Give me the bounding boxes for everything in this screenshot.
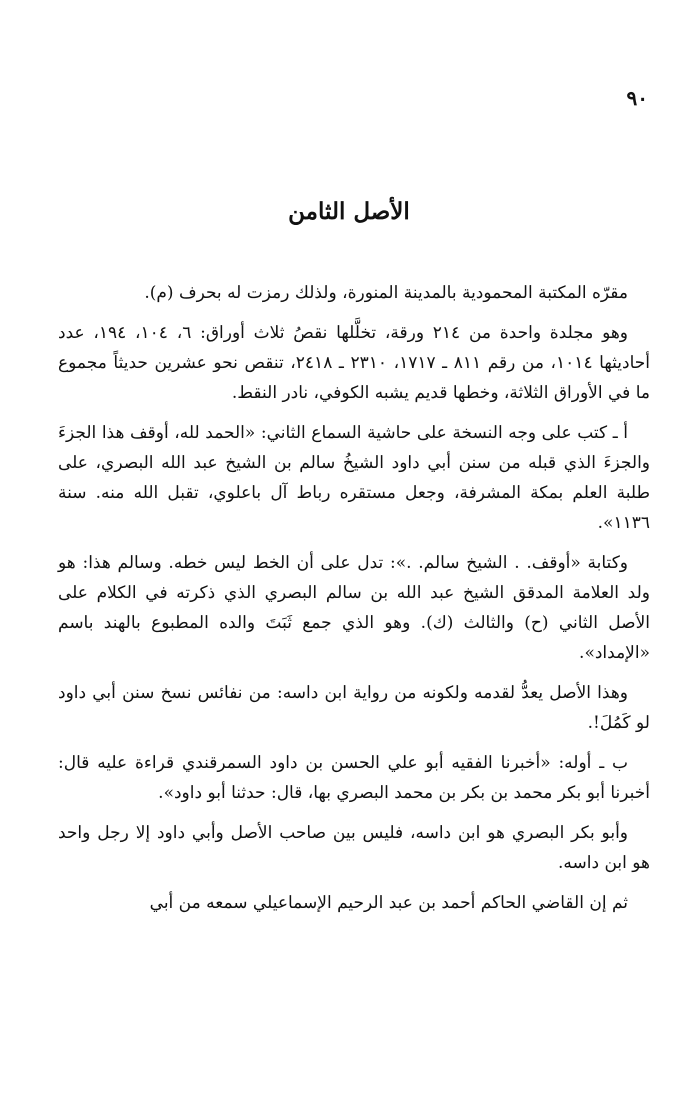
paragraph: ب ـ أوله: «أخبرنا الفقيه أبو علي الحسن بن داود السمرقندي قراءة عليه قال: أخبرنا أبو بكر محمد بن بكر بن محمد البصري بها، قال: حدثنا أبو داود».: [58, 753, 650, 803]
paragraph: ثم إن القاضي الحاكم أحمد بن عبد الرحيم الإسماعيلي سمعه من أبي: [149, 893, 628, 913]
page-number: ٩٠: [626, 86, 648, 110]
section-heading: الأصل الثامن: [288, 198, 410, 225]
paragraph: مقرّه المكتبة المحمودية بالمدينة المنورة، ولذلك رمزت له بحرف (م).: [144, 283, 628, 303]
paragraph: وهذا الأصل يعدُّ لقدمه ولكونه من رواية ابن داسه: من نفائس نسخ سنن أبي داود لو كَمُلَ!.: [58, 683, 650, 733]
paragraph: وكتابة «أوقف. . الشيخ سالم. .»: تدل على أن الخط ليس خطه. وسالم هذا: هو ولد العلامة المدقق الشيخ عبد الله بن سالم البصري الذي ذكرته في الكلام على الأصل الثاني (ح) والثالث (ك). وهو الذي جمع ثَبَتَ والده المطبوع بالهند باسم «الإمداد».: [58, 553, 650, 663]
paragraph: وهو مجلدة واحدة من ٢١٤ ورقة، تخلَّلها نقصُ ثلاث أوراق: ٦، ١٠٤، ١٩٤، عدد أحاديثها ١٠١٤، من رقم ٨١١ ـ ١٧١٧، ٢٣١٠ ـ ٢٤١٨، تنقص نحو عشرين حديثاً مجموع ما في الأوراق الثلاثة، وخطها قديم يشبه الكوفي، نادر النقط.: [58, 323, 651, 403]
paragraph: وأبو بكر البصري هو ابن داسه، فليس بين صاحب الأصل وأبي داود إلا رجل واحد هو ابن داسه.: [58, 823, 650, 873]
body-text: [58, 278, 650, 928]
paragraph: أ ـ كتب على وجه النسخة على حاشية السماع الثاني: «الحمد لله، أوقف هذا الجزءَ والجزءَ الذي قبله من سنن أبي داود الشيخُ سالم بن الشيخ عبد الله البصري، على طلبة العلم بمكة المشرفة، وجعل مستقره رباط آل باعلوي، تقبل الله منه. سنة ١١٣٦».: [58, 423, 650, 533]
